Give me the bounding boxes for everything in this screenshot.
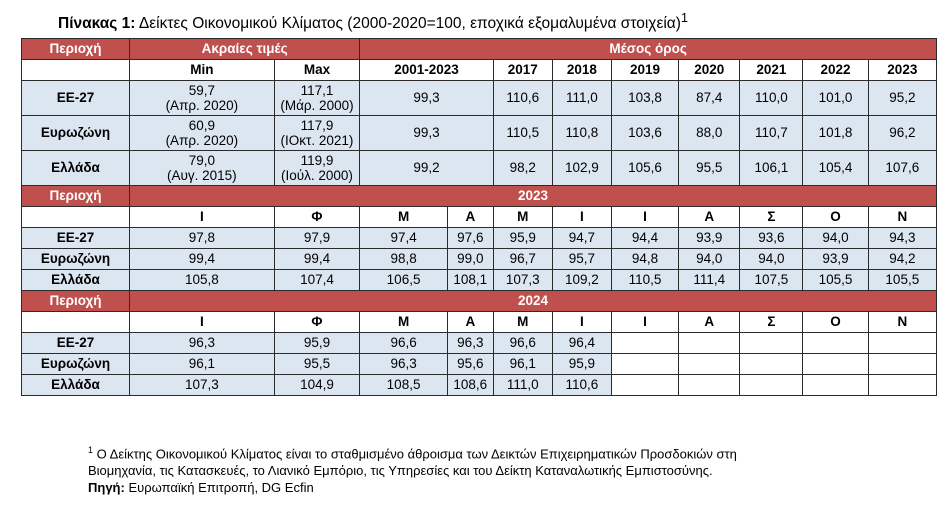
table-notes: [88, 442, 737, 496]
region-header: Περιοχή: [22, 186, 130, 207]
max-header: Max: [274, 60, 360, 81]
mean-value: 95,5: [679, 151, 740, 186]
month-value: 93,9: [803, 249, 868, 270]
month-value: 111,0: [493, 375, 552, 396]
month-value: 96,4: [552, 333, 611, 354]
region-header: Περιοχή: [22, 39, 130, 60]
mean-value: 101,0: [803, 81, 868, 116]
month-header: Ι: [552, 207, 611, 228]
footnote-mark: 1: [88, 445, 94, 455]
section1-data-row: [22, 151, 937, 186]
section1-data-row: [22, 116, 937, 151]
section2-data-row: [22, 249, 937, 270]
blank-cell: [22, 312, 130, 333]
month-value: 107,4: [274, 270, 360, 291]
source-text: Ευρωπαϊκή Επιτροπή, DG Ecfin: [128, 480, 314, 496]
extremes-header: Ακραίες τιμές: [130, 39, 360, 60]
month-value: 94,0: [803, 228, 868, 249]
month-value: 97,9: [274, 228, 360, 249]
min-value: 60,9: [188, 118, 215, 133]
empty-cell: [868, 333, 936, 354]
blank-cell: [22, 207, 130, 228]
empty-cell: [868, 375, 936, 396]
month-header: Α: [447, 207, 493, 228]
table-title-prefix: Πίνακας 1:: [58, 15, 136, 33]
month-value: 93,6: [740, 228, 803, 249]
empty-cell: [803, 333, 868, 354]
table-title-text: Δείκτες Οικονομικού Κλίματος (2000-2020=100, εποχικά εξομαλυμένα στοιχεία): [138, 15, 681, 33]
max-value-cell: [274, 151, 360, 186]
year-header: 2019: [611, 60, 678, 81]
min-value: 79,0: [188, 153, 215, 168]
mean-value: 110,7: [740, 116, 803, 151]
section2-data-row: [22, 270, 937, 291]
empty-cell: [679, 375, 740, 396]
mean-value: 96,2: [868, 116, 936, 151]
month-value: 98,8: [360, 249, 448, 270]
month-value: 105,5: [868, 270, 936, 291]
month-header: Α: [679, 312, 740, 333]
month-header: Ν: [868, 312, 936, 333]
economic-climate-table: [21, 38, 937, 396]
month-value: 94,7: [552, 228, 611, 249]
max-value-cell: [274, 116, 360, 151]
section1-header-row: [22, 39, 937, 60]
month-header: Ν: [868, 207, 936, 228]
mean-value: 99,3: [360, 81, 493, 116]
footnote: [88, 442, 737, 462]
min-date: (Αυγ. 2015): [167, 168, 237, 183]
month-header: Α: [679, 207, 740, 228]
mean-value: 110,5: [493, 116, 552, 151]
month-value: 95,6: [447, 354, 493, 375]
month-value: 96,7: [493, 249, 552, 270]
mean-value: 107,6: [868, 151, 936, 186]
mean-header: Μέσος όρος: [360, 39, 937, 60]
month-header: Φ: [274, 207, 360, 228]
month-header: Σ: [740, 312, 803, 333]
year-header: 2001-2023: [360, 60, 493, 81]
region-name: Ευρωζώνη: [22, 249, 130, 270]
month-value: 96,3: [130, 333, 275, 354]
month-value: 109,2: [552, 270, 611, 291]
mean-value: 110,6: [493, 81, 552, 116]
mean-value: 99,2: [360, 151, 493, 186]
month-header: Σ: [740, 207, 803, 228]
min-value: 59,7: [188, 83, 215, 98]
month-value: 93,9: [679, 228, 740, 249]
month-value: 108,1: [447, 270, 493, 291]
source-label: Πηγή:: [88, 480, 125, 496]
mean-value: 101,8: [803, 116, 868, 151]
section2-header-row: [22, 186, 937, 207]
month-header: Φ: [274, 312, 360, 333]
max-date: (Μάρ. 2000): [280, 98, 354, 113]
blank-cell: [22, 60, 130, 81]
month-value: 105,8: [130, 270, 275, 291]
max-value: 117,1: [300, 83, 334, 98]
mean-value: 110,0: [740, 81, 803, 116]
region-name: Ελλάδα: [22, 151, 130, 186]
section3-header-row: [22, 291, 937, 312]
month-value: 95,5: [274, 354, 360, 375]
month-header: Ι: [130, 312, 275, 333]
month-value: 99,4: [274, 249, 360, 270]
max-date: (ΙΟκτ. 2021): [280, 133, 354, 148]
year-header: 2020: [679, 60, 740, 81]
month-header: Μ: [360, 312, 448, 333]
month-value: 107,5: [740, 270, 803, 291]
year-header: 2024: [130, 291, 937, 312]
region-name: Ευρωζώνη: [22, 116, 130, 151]
region-header: Περιοχή: [22, 291, 130, 312]
year-header: 2017: [493, 60, 552, 81]
empty-cell: [679, 354, 740, 375]
month-value: 96,3: [447, 333, 493, 354]
month-value: 99,0: [447, 249, 493, 270]
month-value: 96,1: [130, 354, 275, 375]
empty-cell: [679, 333, 740, 354]
min-date: (Απρ. 2020): [165, 133, 239, 148]
month-value: 105,5: [803, 270, 868, 291]
year-header: 2021: [740, 60, 803, 81]
min-header: Min: [130, 60, 275, 81]
month-value: 94,3: [868, 228, 936, 249]
year-header: 2023: [868, 60, 936, 81]
mean-value: 103,6: [611, 116, 678, 151]
month-value: 107,3: [130, 375, 275, 396]
month-value: 108,6: [447, 375, 493, 396]
mean-value: 103,8: [611, 81, 678, 116]
section2-data-row: [22, 228, 937, 249]
mean-value: 99,3: [360, 116, 493, 151]
empty-cell: [740, 333, 803, 354]
month-header: Μ: [493, 312, 552, 333]
month-value: 97,4: [360, 228, 448, 249]
year-header: 2023: [130, 186, 937, 207]
min-value-cell: [130, 81, 275, 116]
empty-cell: [803, 375, 868, 396]
month-value: 96,6: [493, 333, 552, 354]
max-date: (Ιούλ. 2000): [281, 168, 353, 183]
empty-cell: [611, 375, 678, 396]
month-value: 95,9: [552, 354, 611, 375]
section3-months-row: [22, 312, 937, 333]
mean-value: 95,2: [868, 81, 936, 116]
empty-cell: [740, 354, 803, 375]
month-value: 97,8: [130, 228, 275, 249]
region-name: ΕΕ-27: [22, 228, 130, 249]
table-body: [22, 39, 937, 396]
mean-value: 102,9: [552, 151, 611, 186]
month-value: 110,6: [552, 375, 611, 396]
month-value: 95,9: [493, 228, 552, 249]
empty-cell: [611, 354, 678, 375]
mean-value: 87,4: [679, 81, 740, 116]
max-value: 117,9: [300, 118, 334, 133]
month-value: 110,5: [611, 270, 678, 291]
max-value-cell: [274, 81, 360, 116]
footnote-line-2: Βιομηχανία, τις Κατασκευές, το Λιανικό Εμπόριο, τις Υπηρεσίες και του Δείκτη Καταναλωτικής Εμπιστοσύνης.: [88, 463, 713, 479]
mean-value: 98,2: [493, 151, 552, 186]
month-value: 95,9: [274, 333, 360, 354]
max-value: 119,9: [300, 153, 334, 168]
month-value: 97,6: [447, 228, 493, 249]
month-header: Ο: [803, 312, 868, 333]
region-name: ΕΕ-27: [22, 333, 130, 354]
min-value-cell: [130, 151, 275, 186]
month-value: 96,3: [360, 354, 448, 375]
empty-cell: [611, 333, 678, 354]
month-value: 96,6: [360, 333, 448, 354]
month-header: Ι: [611, 207, 678, 228]
empty-cell: [740, 375, 803, 396]
month-header: Ι: [552, 312, 611, 333]
month-value: 94,2: [868, 249, 936, 270]
year-header: 2022: [803, 60, 868, 81]
region-name: Ευρωζώνη: [22, 354, 130, 375]
mean-value: 111,0: [552, 81, 611, 116]
month-value: 94,0: [679, 249, 740, 270]
table-title-footnote-mark: 1: [680, 10, 689, 25]
month-value: 94,4: [611, 228, 678, 249]
month-value: 106,5: [360, 270, 448, 291]
month-header: Ο: [803, 207, 868, 228]
month-header: Μ: [360, 207, 448, 228]
section2-months-row: [22, 207, 937, 228]
year-header: 2018: [552, 60, 611, 81]
section1-subheader-row: [22, 60, 937, 81]
month-value: 99,4: [130, 249, 275, 270]
month-header: Μ: [493, 207, 552, 228]
month-value: 95,7: [552, 249, 611, 270]
month-header: Α: [447, 312, 493, 333]
month-header: Ι: [130, 207, 275, 228]
month-value: 96,1: [493, 354, 552, 375]
mean-value: 105,6: [611, 151, 678, 186]
month-value: 107,3: [493, 270, 552, 291]
footnote-line-1: Ο Δείκτης Οικονομικού Κλίματος είναι το σταθμισμένο άθροισμα των Δεικτών Επιχειρηματικών Προσδοκιών στη: [96, 446, 737, 462]
region-name: Ελλάδα: [22, 375, 130, 396]
month-value: 111,4: [679, 270, 740, 291]
table-title: [58, 10, 688, 33]
mean-value: 105,4: [803, 151, 868, 186]
section3-data-row: [22, 333, 937, 354]
empty-cell: [803, 354, 868, 375]
section1-data-row: [22, 81, 937, 116]
section3-data-row: [22, 375, 937, 396]
mean-value: 110,8: [552, 116, 611, 151]
min-date: (Απρ. 2020): [165, 98, 239, 113]
empty-cell: [868, 354, 936, 375]
month-value: 94,0: [740, 249, 803, 270]
month-header: Ι: [611, 312, 678, 333]
source-line: [88, 479, 737, 496]
mean-value: 106,1: [740, 151, 803, 186]
region-name: ΕΕ-27: [22, 81, 130, 116]
month-value: 94,8: [611, 249, 678, 270]
section3-data-row: [22, 354, 937, 375]
mean-value: 88,0: [679, 116, 740, 151]
month-value: 108,5: [360, 375, 448, 396]
region-name: Ελλάδα: [22, 270, 130, 291]
month-value: 104,9: [274, 375, 360, 396]
min-value-cell: [130, 116, 275, 151]
